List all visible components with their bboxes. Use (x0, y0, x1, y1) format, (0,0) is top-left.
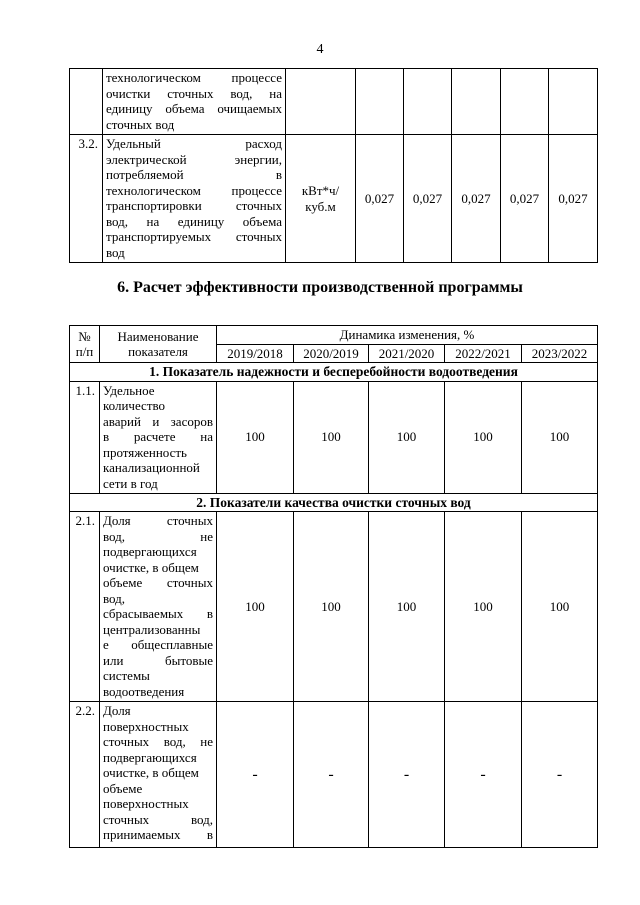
section-row (70, 493, 598, 512)
value-cell: 0,027 (404, 135, 452, 263)
table-row (70, 702, 598, 848)
table-row (70, 135, 598, 263)
value-cell: 100 (522, 381, 598, 493)
value-cell: - (294, 702, 369, 848)
section-heading: 1. Показатель надежности и бесперебойности водоотведения (70, 363, 598, 382)
indicator-name-cell: Доля поверхностных сточных вод, не подвергающихся очистке, в общем объеме поверхностных сточных вод, принимаемых в (100, 702, 217, 848)
section-title: 6. Расчет эффективности производственной программы (117, 279, 523, 296)
value-cell: 100 (522, 512, 598, 702)
unit-cell: кВт*ч/ куб.м (286, 135, 356, 263)
indicators-table-continued (69, 68, 598, 263)
value-cell: 0,027 (356, 135, 404, 263)
value-cell: 100 (294, 381, 369, 493)
table-row (70, 381, 598, 493)
page-number: 4 (316, 42, 324, 57)
value-cell: 0,027 (452, 135, 501, 263)
value-cell: - (217, 702, 294, 848)
value-cell: 100 (294, 512, 369, 702)
indicator-name-cell: Доля сточных вод, не подвергающихся очистке, в общем объеме сточных вод, сбрасываемых в централизованны е общесплавные или бытовые системы водоотведения (100, 512, 217, 702)
value-cell: - (445, 702, 522, 848)
row-number: 3.2. (70, 135, 103, 263)
col-header-year: 2020/2019 (294, 344, 369, 363)
value-cell: 100 (369, 381, 445, 493)
col-header-number: № п/п (70, 326, 100, 363)
value-cell: 100 (445, 381, 522, 493)
value-cell: 0,027 (549, 135, 598, 263)
row-number: 1.1. (70, 381, 100, 493)
value-cell: 0,027 (501, 135, 549, 263)
row-number: 2.2. (70, 702, 100, 848)
section-row (70, 363, 598, 382)
indicator-name-cell: технологическом процессе очистки сточных вод, на единицу объема очищаемых сточных вод (103, 69, 286, 135)
table-row (70, 512, 598, 702)
col-header-year: 2023/2022 (522, 344, 598, 363)
value-cell: 100 (369, 512, 445, 702)
value-cell: 100 (217, 381, 294, 493)
efficiency-table (69, 325, 598, 848)
row-number: 2.1. (70, 512, 100, 702)
table-row (70, 69, 598, 135)
indicator-name-cell: Удельный расход электрической энергии, потребляемой в технологическом процессе транспортировки сточных вод, на единицу объема транспортируемых сточных вод (103, 135, 286, 263)
indicator-name-cell: Удельное количество аварий и засоров в расчете на протяженность канализационной сети в год (100, 381, 217, 493)
value-cell: 100 (445, 512, 522, 702)
col-header-dynamics: Динамика изменения, % (217, 326, 598, 345)
value-cell: 100 (217, 512, 294, 702)
col-header-year: 2022/2021 (445, 344, 522, 363)
value-cell: - (369, 702, 445, 848)
col-header-name: Наименование показателя (100, 326, 217, 363)
col-header-year: 2019/2018 (217, 344, 294, 363)
col-header-year: 2021/2020 (369, 344, 445, 363)
table-header-row (70, 326, 598, 345)
section-heading: 2. Показатели качества очистки сточных вод (70, 493, 598, 512)
value-cell: - (522, 702, 598, 848)
